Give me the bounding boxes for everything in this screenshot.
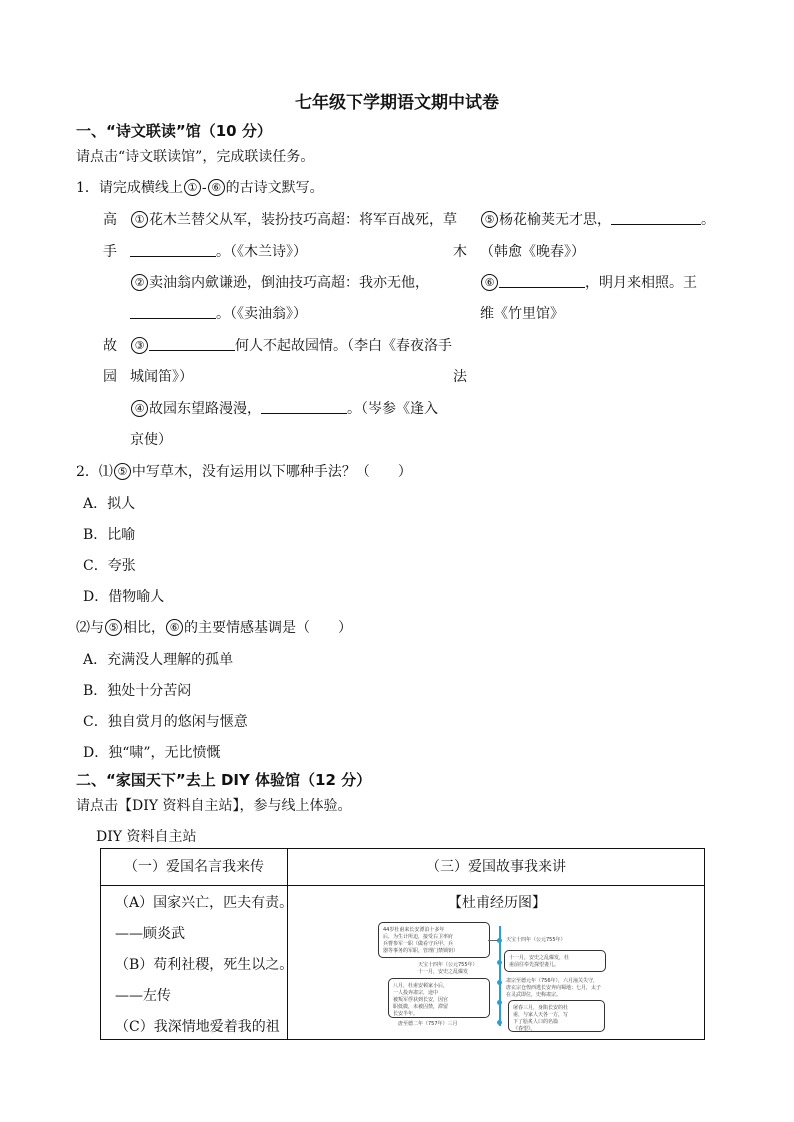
blank-1[interactable] [130, 244, 216, 257]
quote-a: （A）国家兴亡，匹夫有责。 [115, 895, 294, 911]
box3-line: 被叛军俘获到长安，因官 [393, 997, 449, 1003]
q1-stem-post: 的古诗文默写。 [225, 180, 324, 196]
item2-text: 卖油翁内歛谦逊，倒油技巧高超：我亦无他， [149, 275, 429, 291]
item4-line2: 京使） [130, 432, 172, 448]
item6-text: ，明月来相照。王 [585, 275, 697, 291]
box4-line: 屠春三月，身陷长安的杜 [513, 1005, 569, 1011]
timeline-box-4 [508, 1000, 605, 1032]
q1-stem [76, 177, 324, 197]
diy-table [100, 848, 705, 1040]
q2-option-d[interactable]: D．借物喻人 [83, 589, 165, 605]
circle-5: ⑤ [481, 211, 498, 228]
q1-stem-pre: 1．请完成横线上 [76, 180, 183, 196]
item3-line2: 城闻笛》） [130, 369, 193, 385]
box1-line: 兵曹参军一职（做看守兵甲、兵 [383, 941, 454, 947]
circle-2: ② [131, 274, 148, 291]
item2-cont: 。（《卖油翁》） [216, 306, 307, 322]
timeline-node [497, 980, 502, 985]
box3-line: 长安半年。 [393, 1011, 419, 1017]
q2-stem-post: 中写草木，没有运用以下哪种手法？（ ） [131, 464, 412, 480]
label-756-l2: 唐玄宗仓惶西逃长安奔向蜀地；七月，太子 [506, 985, 602, 991]
box3-line: 职低微，未被囚禁，滞留 [393, 1004, 449, 1010]
item1-cont: 。（《木兰诗》） [216, 244, 307, 260]
item1-text: 花木兰替父从军，装扮技巧高超：将军百战死，草 [149, 212, 457, 228]
q2-sub2-stem [76, 617, 352, 637]
box3-line: 八月，杜甫安顿家小后， [393, 983, 449, 989]
item1-line2 [130, 241, 307, 261]
section1-intro: 请点击“诗文联读馆”，完成联读任务。 [76, 149, 315, 165]
circle-5: ⑤ [114, 463, 131, 480]
item3-text: 何人不起故园情。（李白《春夜洛手 [235, 338, 452, 354]
quote-a-author: ——顾炎武 [115, 926, 185, 942]
box1-line: 后，为生计所迫，接受右卫率府 [383, 934, 454, 940]
label-shou: 手 [103, 244, 117, 260]
circle-3: ③ [131, 337, 148, 354]
box3-line: 一人投奔肃宗，途中 [393, 990, 439, 996]
section2-intro: 请点击【DIY 资料自主站】，参与线上体验。 [76, 798, 352, 814]
label-756-l3: 在灵武即位，史称肃宗。 [506, 992, 562, 998]
quote-c: （C）我深情地爱着我的祖 [115, 1019, 280, 1035]
label-gu: 故 [103, 338, 117, 354]
box4-line: 甫，与家人天各一方，写 [513, 1012, 569, 1018]
blank-3[interactable] [149, 338, 235, 351]
timeline-node [497, 960, 502, 965]
box4-line: 下了脍炙人口的名篇 [513, 1019, 559, 1025]
label-fa: 法 [453, 369, 467, 385]
item4-text: 故园东望路漫漫， [149, 401, 261, 417]
page-title: 七年级下学期语文期中试卷 [295, 93, 499, 113]
box1-line: 器等事务的军职，管理门禁锁钥） [383, 948, 459, 954]
circle-6: ⑥ [481, 274, 498, 291]
q1-stem-mid: - [201, 180, 207, 196]
circle-6: ⑥ [166, 619, 183, 636]
box4-line: 《春望》。 [513, 1026, 536, 1032]
label-757: 唐至德二年（757年）三月 [398, 1021, 458, 1027]
q2-option-c[interactable]: C．夸张 [83, 558, 136, 574]
box2-line: 甫前往奉先探望妻儿。 [509, 962, 560, 968]
timeline-box-2 [504, 950, 606, 972]
q2b-option-a[interactable]: A．充满没人理解的孤单 [83, 652, 234, 668]
timeline-node [497, 1020, 502, 1025]
label-755-left: 天宝十四年（公元755年） [418, 962, 478, 968]
blank-6[interactable] [499, 275, 585, 288]
label-yuan: 园 [103, 369, 117, 385]
item4-line1 [130, 398, 438, 418]
item5-tail: 。 [701, 212, 715, 228]
circle-4: ④ [131, 400, 148, 417]
timeline-box-1 [378, 922, 490, 958]
label-gao: 高 [103, 212, 117, 228]
circle-5: ⑤ [105, 619, 122, 636]
quote-b: （B）苟利社稷，死生以之。 [115, 957, 294, 973]
timeline-node [497, 1000, 502, 1005]
item1-line1 [130, 209, 457, 229]
item5-line1 [480, 209, 715, 229]
section1-heading: 一、“诗文联读”馆（10 分） [76, 122, 272, 140]
figure-title: 【杜甫经历图】 [448, 895, 546, 911]
box2-line: 十一月，安史之乱爆发，杜 [509, 955, 570, 961]
sub2-pre: ⑵与 [76, 620, 104, 636]
item4-tail: 。（岑参《逢入 [347, 401, 438, 417]
blank-4[interactable] [261, 401, 347, 414]
label-755: 天宝十四年（公元755年） [506, 937, 566, 943]
circle-1: ① [131, 211, 148, 228]
blank-5[interactable] [611, 212, 701, 225]
q2-stem [76, 461, 412, 481]
q2-option-b[interactable]: B．比喻 [83, 527, 136, 543]
item3-line1 [130, 335, 452, 355]
item6-line2: 维《竹里馆》 [480, 306, 564, 322]
du-fu-timeline-figure [288, 886, 704, 1039]
label-mu: 木 [453, 244, 467, 260]
q2b-option-c[interactable]: C．独自赏月的悠闲与惬意 [83, 714, 248, 730]
circle-1: ① [184, 179, 201, 196]
quote-b-author: ——左传 [115, 988, 171, 1004]
box1-line: 44岁杜甫来长安漂泊十多年 [383, 927, 445, 933]
item5-text: 杨花榆荚无才思， [499, 212, 611, 228]
circle-6: ⑥ [208, 179, 225, 196]
q2-stem-pre: 2．⑴ [76, 464, 113, 480]
item6-line1 [480, 272, 697, 292]
item2-line2 [130, 303, 307, 323]
q2-option-a[interactable]: A．拟人 [83, 496, 136, 512]
quotes-cell [101, 886, 294, 1039]
connector [488, 940, 498, 941]
diy-station-label: DIY 资料自主站 [96, 829, 197, 845]
sub2-post: 的主要情感基调是（ ） [184, 620, 352, 636]
label-anshi: 十一月，安史之乱爆发 [418, 969, 469, 975]
blank-2[interactable] [130, 306, 216, 319]
col1-header: （一）爱国名言我来传 [124, 859, 264, 875]
sub2-mid: 相比， [123, 620, 165, 636]
item2-line1 [130, 272, 429, 292]
col2-header: （三）爱国故事我来讲 [426, 859, 566, 875]
item5-line2: （韩愈《晚春》） [480, 244, 585, 260]
timeline-box-3 [388, 978, 490, 1018]
section2-heading: 二、“家国天下”去上 DIY 体验馆（12 分） [76, 771, 372, 789]
q2b-option-b[interactable]: B．独处十分苦闷 [83, 683, 192, 699]
label-756-l1: 肃宗至德元年（756年），六月潼关失守， [506, 978, 599, 984]
q2b-option-d[interactable]: D．独“啸”，无比愤慨 [83, 745, 221, 761]
